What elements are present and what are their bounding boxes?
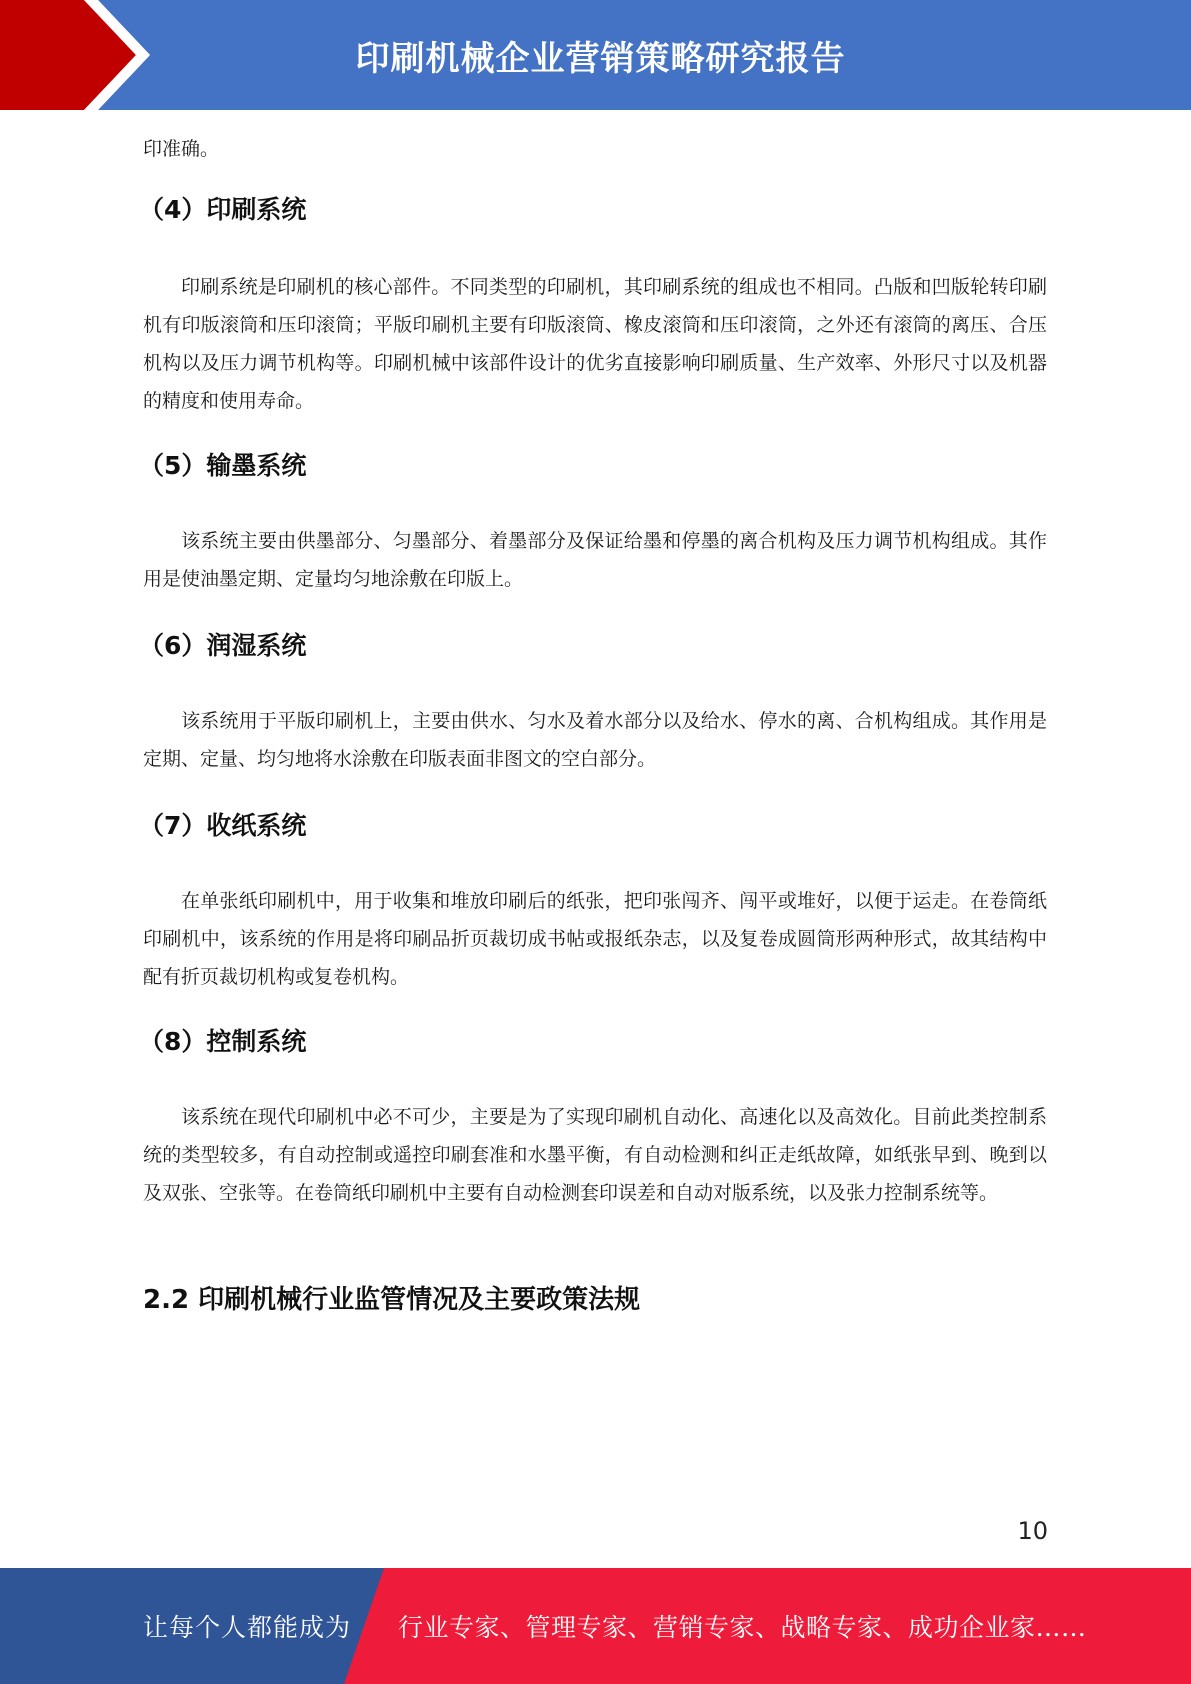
section-title-regulation: 2.2 印刷机械行业监管情况及主要政策法规 — [143, 1285, 641, 1315]
section-heading-inking-system: （5）输墨系统 — [139, 451, 307, 480]
paragraph-printing-system: 印刷系统是印刷机的核心部件。不同类型的印刷机，其印刷系统的组成也不相同。凸版和凹版轮转印刷机有印版滚筒和压印滚筒；平版印刷机主要有印版滚筒、橡皮滚筒和压印滚筒，之外还有滚筒的离压、合压机构以及压力调节机构等。印刷机械中该部件设计的优劣直接影响印刷质量、生产效率、外形尺寸以及机器的精度和使用寿命。 — [143, 276, 1047, 412]
paragraph-dampening-system: 该系统用于平版印刷机上，主要由供水、匀水及着水部分以及给水、停水的离、合机构组成。其作用是定期、定量、均匀地将水涂敷在印版表面非图文的空白部分。 — [143, 710, 1047, 770]
paragraph-control-system: 该系统在现代印刷机中必不可少，主要是为了实现印刷机自动化、高速化以及高效化。目前此类控制系统的类型较多，有自动控制或遥控印刷套准和水墨平衡，有自动检测和纠正走纸故障，如纸张早到、晚到以及双张、空张等。在卷筒纸印刷机中主要有自动检测套印误差和自动对版系统，以及张力控制系统等。 — [143, 1106, 1047, 1204]
footer-slogan-right: 行业专家、管理专家、营销专家、战略专家、成功企业家…… — [398, 1613, 1087, 1642]
section-heading-delivery-system: （7）收纸系统 — [139, 811, 307, 840]
page-header — [0, 0, 1191, 110]
section-heading-control-system: （8）控制系统 — [139, 1027, 307, 1056]
page-footer — [0, 1568, 1191, 1684]
section-heading-printing-system: （4）印刷系统 — [139, 195, 307, 224]
section-heading-dampening-system: （6）润湿系统 — [139, 631, 307, 660]
document-title: 印刷机械企业营销策略研究报告 — [355, 38, 846, 79]
document-body — [139, 130, 1047, 1320]
footer-slogan-left: 让每个人都能成为 — [143, 1613, 352, 1642]
paragraph-delivery-system: 在单张纸印刷机中，用于收集和堆放印刷后的纸张，把印张闯齐、闯平或堆好，以便于运走。在卷筒纸印刷机中，该系统的作用是将印刷品折页裁切成书帖或报纸杂志，以及复卷成圆筒形两种形式，故其结构中配有折页裁切机构或复卷机构。 — [143, 890, 1047, 988]
continued-text: 印准确。 — [143, 138, 220, 160]
page-number: 10 — [1017, 1517, 1048, 1545]
paragraph-inking-system: 该系统主要由供墨部分、匀墨部分、着墨部分及保证给墨和停墨的离合机构及压力调节机构组成。其作用是使油墨定期、定量均匀地涂敷在印版上。 — [143, 530, 1047, 590]
